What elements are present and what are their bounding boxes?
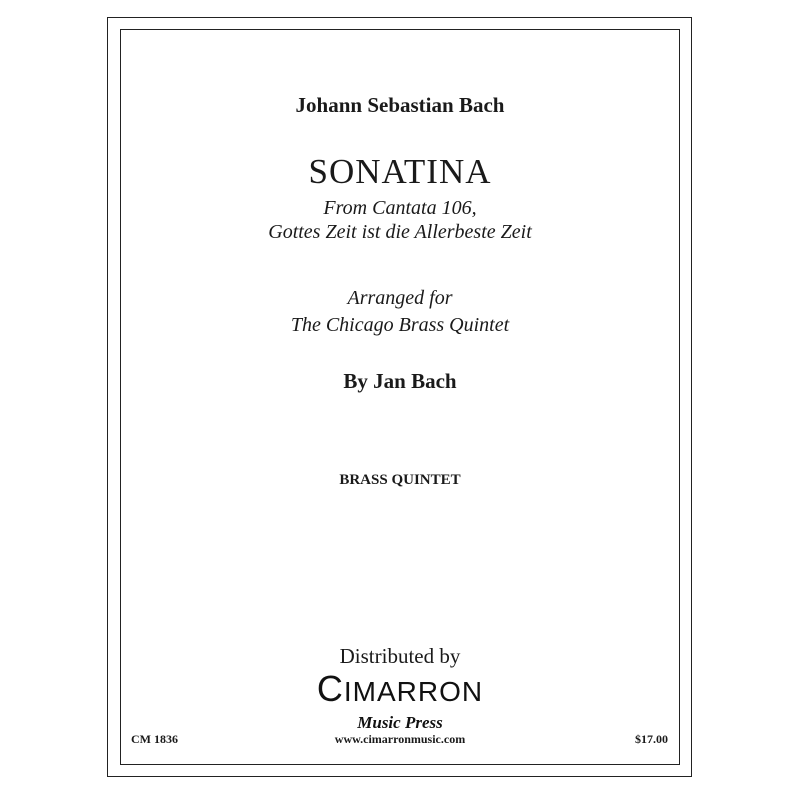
piece-title: SONATINA: [308, 152, 492, 191]
arranger-name: By Jan Bach: [343, 369, 457, 393]
arranged-for-line-2: The Chicago Brass Quintet: [290, 314, 510, 336]
arranged-for-line-1: Arranged for: [347, 287, 453, 309]
publisher-website: www.cimarronmusic.com: [334, 732, 466, 746]
catalog-number: CM 1836: [131, 732, 178, 746]
subtitle-line-1: From Cantata 106,: [323, 197, 477, 219]
subtitle-line-2: Gottes Zeit ist die Allerbeste Zeit: [268, 221, 532, 243]
logo-rest: IMARRON: [343, 676, 484, 707]
composer-name: Johann Sebastian Bach: [295, 93, 505, 117]
price-label: $17.00: [635, 732, 668, 746]
ensemble-label: BRASS QUINTET: [339, 472, 461, 488]
logo-tagline: Music Press: [357, 713, 443, 732]
distributed-by-label: Distributed by: [339, 644, 461, 668]
publisher-logo: [0, 668, 800, 709]
logo-initial: C: [316, 668, 344, 709]
